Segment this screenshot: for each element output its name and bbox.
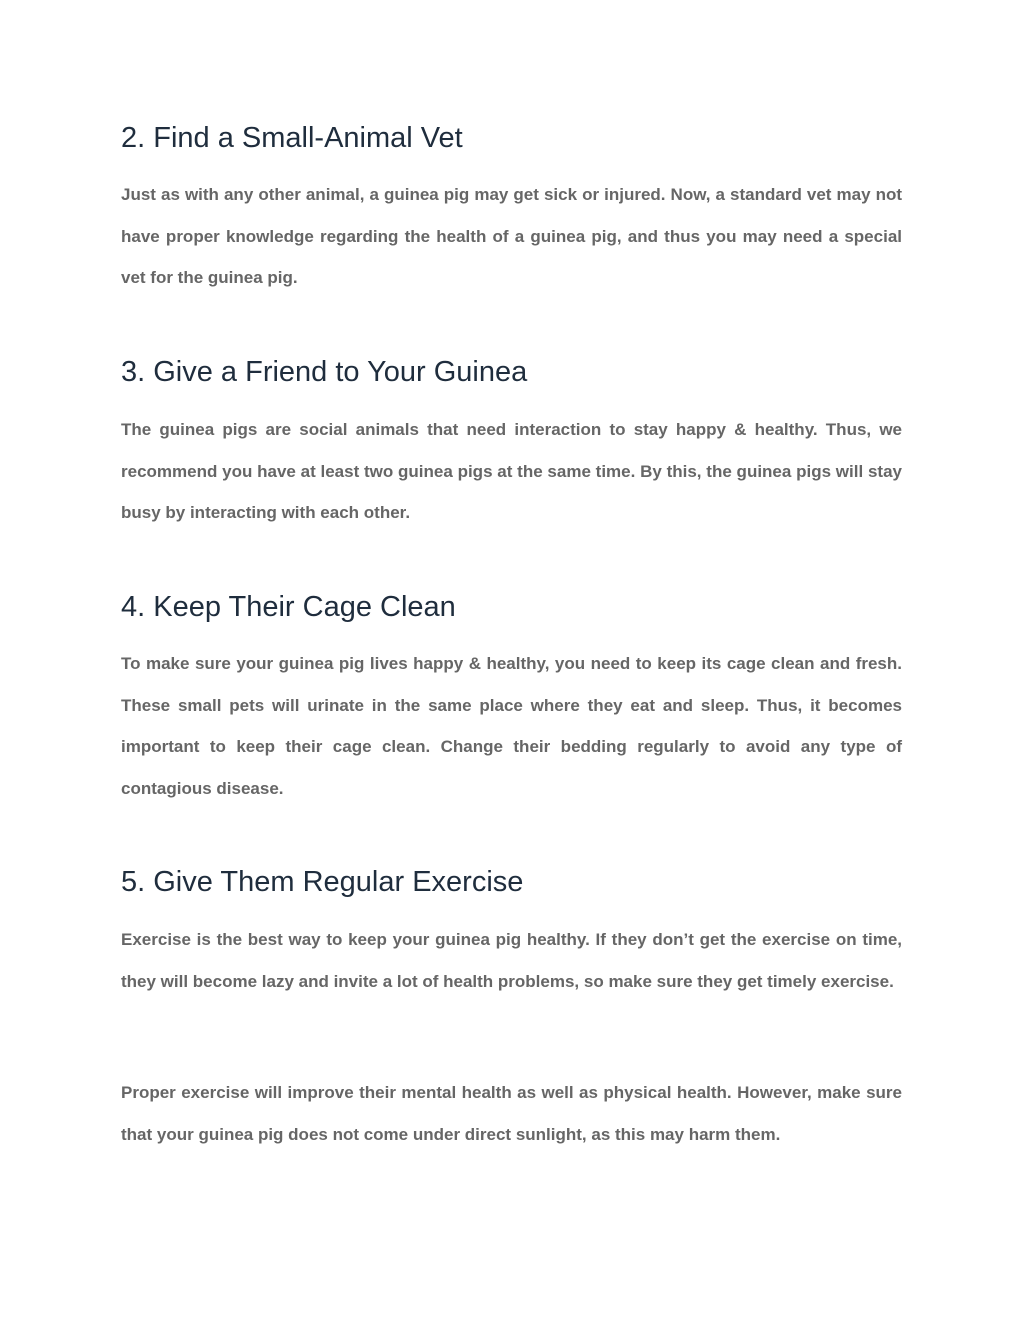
section-title-find-vet: 2. Find a Small-Animal Vet	[121, 122, 463, 154]
section-paragraph-exercise-2: Proper exercise will improve their mental health as well as physical health. However, make sure that your guinea pig does not come under direct sunlight, as this may harm them.	[121, 1083, 902, 1144]
section-paragraph-exercise-1: Exercise is the best way to keep your guinea pig healthy. If they don’t get the exercise on time, they will become lazy and invite a lot of health problems, so make sure they get timely exercise.	[121, 930, 902, 991]
section-paragraph-give-friend: The guinea pigs are social animals that need interaction to stay happy & healthy. Thus, we recommend you have at least two guinea pigs at the same time. By this, the guinea pigs will stay busy by interacting with each other.	[121, 420, 902, 522]
section-title-exercise: 5. Give Them Regular Exercise	[121, 866, 524, 898]
section-paragraph-cage-clean: To make sure your guinea pig lives happy & healthy, you need to keep its cage clean and fresh. These small pets will urinate in the same place where they eat and sleep. Thus, it becomes important to keep their cage clean. Change their bedding regularly to avoid any type of contagious disease.	[121, 654, 902, 798]
section-title-cage-clean: 4. Keep Their Cage Clean	[121, 591, 456, 623]
section-paragraph-find-vet: Just as with any other animal, a guinea pig may get sick or injured. Now, a standard vet may not have proper knowledge regarding the health of a guinea pig, and thus you may need a special vet for the guinea pig.	[121, 185, 902, 287]
section-title-give-friend: 3. Give a Friend to Your Guinea	[121, 356, 528, 388]
